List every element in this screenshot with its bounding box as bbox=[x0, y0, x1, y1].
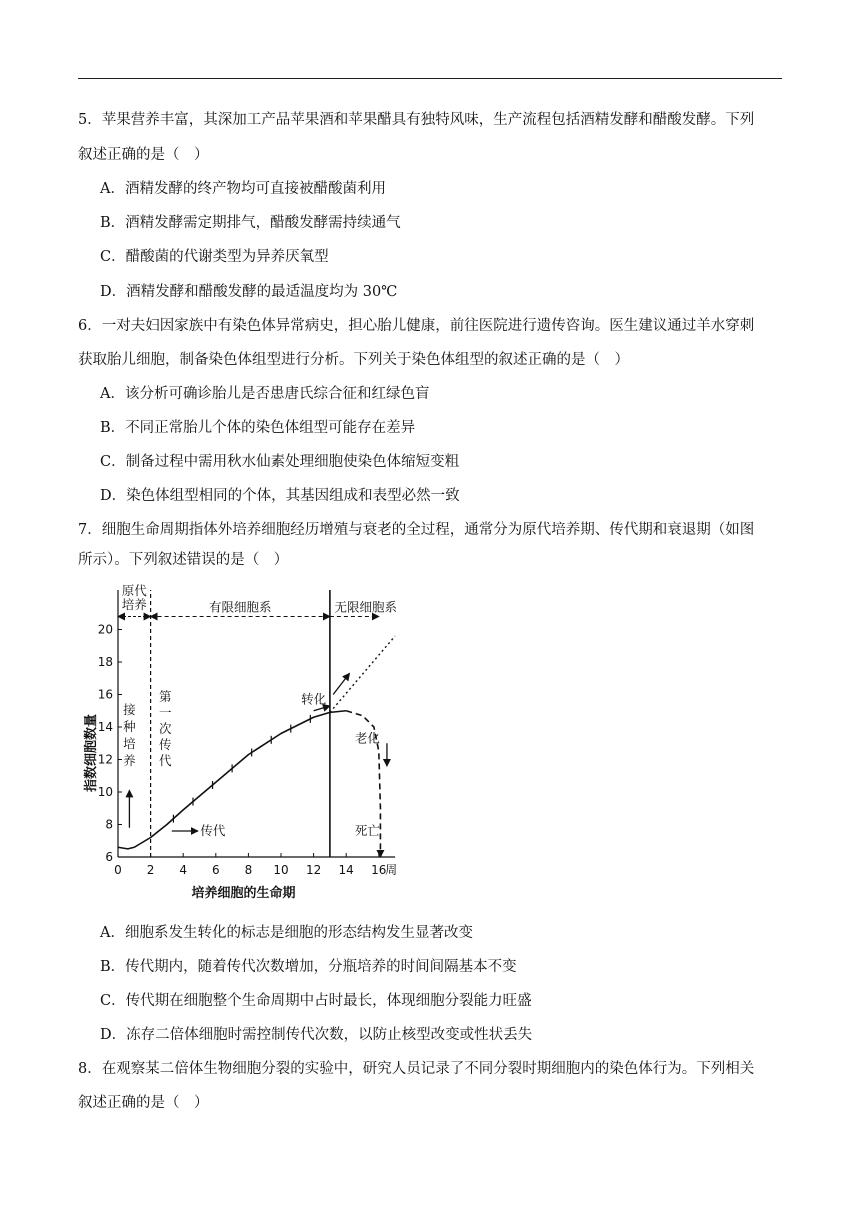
y-axis-label: 指数细胞数量 bbox=[84, 713, 99, 793]
x-tick-label: 14 bbox=[338, 863, 354, 877]
x-tick-label: 4 bbox=[179, 863, 188, 877]
chart-labels bbox=[83, 583, 398, 900]
q6-stem-line1: 6．一对夫妇因家族中有染色体异常病史，担心胎儿健康，前往医院进行遗传咨询。医生建议通过羊水穿刺 bbox=[78, 318, 755, 334]
q5-stem-line1: 5．苹果营养丰富，其深加工产品苹果酒和苹果醋具有独特风味，生产流程包括酒精发酵和醋酸发酵。下列 bbox=[78, 112, 755, 128]
x-axis-label: 培养细胞的生命期 bbox=[191, 886, 296, 900]
first-passage-label: 第 bbox=[159, 689, 172, 704]
x-tick-label: 10 bbox=[273, 863, 289, 877]
y-tick-label: 16 bbox=[97, 687, 113, 702]
growth-curve bbox=[118, 711, 346, 849]
x-tick-label: 16 bbox=[371, 863, 387, 877]
primary-phase-label: 原代 bbox=[121, 583, 147, 598]
axis-ticks bbox=[98, 623, 397, 878]
y-tick-label: 20 bbox=[97, 622, 113, 637]
transformation-arrow-1 bbox=[314, 706, 330, 711]
x-tick-label: 0 bbox=[114, 863, 122, 877]
q7-stem-line1: 7．细胞生命周期指体外培养细胞经历增殖与衰老的全过程，通常分为原代培养期、传代期和衰退期（如图 bbox=[78, 522, 755, 538]
q8-stem-line2: 叙述正确的是（ ） bbox=[78, 1095, 209, 1111]
q6-stem-line2: 获取胎儿细胞，制备染色体组型进行分析。下列关于染色体组型的叙述正确的是（ ） bbox=[78, 352, 629, 368]
x-tick-label: 12 bbox=[305, 863, 322, 877]
q7-option-b[interactable]: B．传代期内，随着传代次数增加，分瓶培养的时间间隔基本不变 bbox=[100, 959, 517, 975]
q7-option-c[interactable]: C．传代期在细胞整个生命周期中占时最长，体现细胞分裂能力旺盛 bbox=[100, 993, 532, 1009]
x-tick-label: 8 bbox=[244, 863, 253, 877]
cell-life-cycle-chart bbox=[70, 580, 440, 900]
inoculation-label: 培 bbox=[123, 736, 136, 751]
x-tick-label: 2 bbox=[146, 863, 155, 877]
first-passage-label: 次 bbox=[159, 721, 172, 736]
y-tick-label: 12 bbox=[97, 752, 113, 767]
q6-option-a[interactable]: A．该分析可确诊胎儿是否患唐氏综合征和红绿色盲 bbox=[100, 386, 430, 402]
transformation-line bbox=[330, 636, 395, 712]
header-rule bbox=[78, 78, 782, 79]
q6-option-c[interactable]: C．制备过程中需用秋水仙素处理细胞使染色体缩短变粗 bbox=[100, 454, 460, 470]
y-tick-label: 6 bbox=[105, 850, 113, 864]
aging-label: 老化 bbox=[354, 730, 380, 746]
first-passage-label: 一 bbox=[159, 705, 172, 720]
inoculation-label: 养 bbox=[123, 753, 136, 768]
q7-option-a[interactable]: A．细胞系发生转化的标志是细胞的形态结构发生显著改变 bbox=[100, 925, 473, 941]
q5-option-a[interactable]: A．酒精发酵的终产物均可直接被醋酸菌利用 bbox=[100, 181, 386, 197]
infinite-phase-label: 无限细胞系 bbox=[334, 599, 398, 615]
first-passage-label: 传 bbox=[159, 737, 172, 752]
y-tick-label: 8 bbox=[105, 817, 113, 832]
y-tick-label: 18 bbox=[97, 655, 113, 669]
q5-stem-line2: 叙述正确的是（ ） bbox=[78, 147, 209, 163]
inoculation-label: 种 bbox=[123, 719, 136, 734]
first-passage-label: 代 bbox=[159, 753, 172, 768]
q7-stem-line2: 所示）。下列叙述错误的是（ ） bbox=[78, 552, 289, 568]
inoculation-label: 接 bbox=[123, 702, 136, 717]
q8-stem-line1: 8．在观察某二倍体生物细胞分裂的实验中，研究人员记录了不同分裂时期细胞内的染色体行为。下列相关 bbox=[78, 1061, 755, 1077]
q5-option-d[interactable]: D．酒精发酵和醋酸发酵的最适温度均为 30℃ bbox=[100, 284, 398, 300]
q7-option-d[interactable]: D．冻存二倍体细胞时需控制传代次数，以防止核型改变或性状丢失 bbox=[100, 1027, 533, 1043]
q5-option-c[interactable]: C．醋酸菌的代谢类型为异养厌氧型 bbox=[100, 249, 329, 265]
q6-option-d[interactable]: D．染色体组型相同的个体，其基因组成和表型必然一致 bbox=[100, 488, 460, 504]
y-tick-label: 10 bbox=[97, 785, 113, 799]
x-tick-label: 6 bbox=[211, 863, 220, 877]
q6-option-b[interactable]: B．不同正常胎儿个体的染色体组型可能存在差异 bbox=[100, 420, 416, 436]
transformation-arrow-2 bbox=[333, 673, 349, 694]
passage-label: 传代 bbox=[200, 823, 226, 838]
y-tick-label: 14 bbox=[97, 720, 113, 734]
x-unit-label: 周 bbox=[385, 863, 398, 877]
primary-phase-label: 培养 bbox=[121, 597, 147, 612]
death-label: 死亡 bbox=[354, 823, 380, 838]
transformation-label: 转化 bbox=[301, 691, 327, 707]
q5-option-b[interactable]: B．酒精发酵需定期排气，醋酸发酵需持续通气 bbox=[100, 215, 401, 231]
finite-phase-label: 有限细胞系 bbox=[208, 599, 272, 615]
